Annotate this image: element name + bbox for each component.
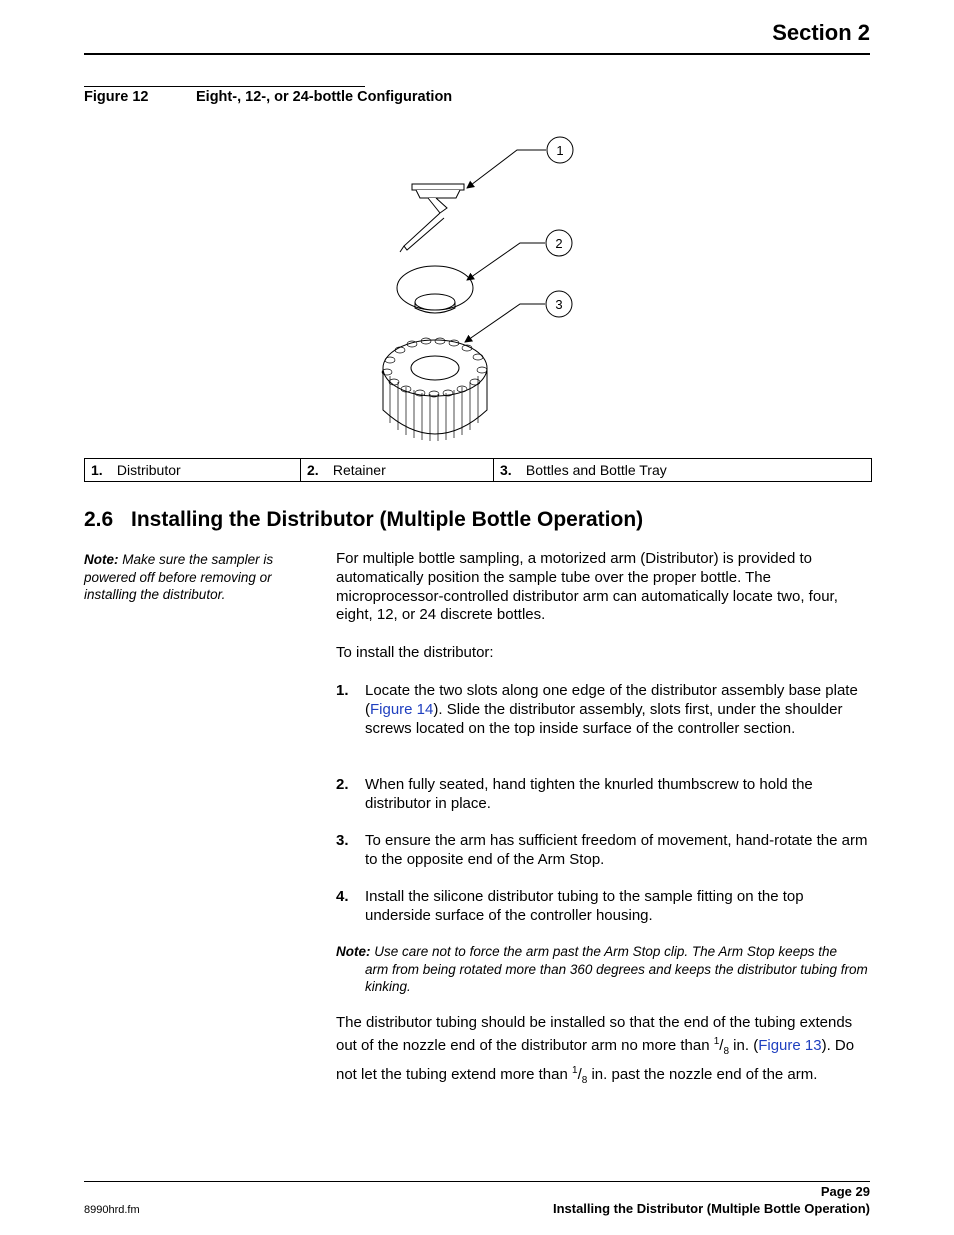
figure-legend bbox=[84, 458, 872, 482]
footer-filename: 8990hrd.fm bbox=[84, 1204, 140, 1216]
callout-leader-3 bbox=[465, 304, 545, 342]
legend-item: 3. Bottles and Bottle Tray bbox=[494, 459, 872, 482]
distributor-part bbox=[400, 184, 464, 252]
step-4: 4. Install the silicone distributor tubing to the sample fitting on the top underside surface of the controller housing. bbox=[336, 888, 804, 924]
lead-paragraph: To install the distributor: bbox=[336, 643, 494, 661]
callout-2: 2 bbox=[555, 236, 563, 251]
section-title: Section 2 bbox=[772, 20, 870, 45]
step-1: 1. Locate the two slots along one edge of the distributor assembly base plate (Figure 14). Slide the distributor assembly, slots first, under the shoulder screws located on the top inside surface of the controller section. bbox=[336, 682, 858, 737]
header-rule bbox=[84, 53, 870, 55]
callout-1: 1 bbox=[556, 143, 564, 158]
closing-paragraph: The distributor tubing should be installed so that the end of the tubing extends out of the nozzle end of the distributor arm no more than $^1/_8$ in. (Figure 13). Do not let the tubing extend more than $^1/_8$ in. past the nozzle end of the arm. bbox=[336, 1014, 855, 1086]
body-text bbox=[336, 550, 870, 663]
distributor-assembly-illustration bbox=[360, 128, 590, 448]
footer-title: Installing the Distributor (Multiple Bottle Operation) bbox=[552, 1201, 870, 1216]
callout-3: 3 bbox=[555, 297, 563, 312]
section-number: 2.6 bbox=[84, 508, 114, 531]
section-heading-title: Installing the Distributor (Multiple Bottle Operation) bbox=[131, 508, 644, 531]
intro-paragraph: For multiple bottle sampling, a motorized arm (Distributor) is provided to automatically position the sample tube over the proper bottle. The microprocessor-controlled distributor arm can automatically locate two, four, eight, 12, or 24 discrete bottles. bbox=[336, 550, 838, 624]
page-number: Page 29 bbox=[820, 1184, 870, 1199]
legend-item: 1. Distributor bbox=[85, 459, 301, 482]
legend-item: 2. Retainer bbox=[300, 459, 493, 482]
retainer-part bbox=[397, 266, 473, 313]
figure-number: Figure 12 bbox=[84, 89, 149, 105]
bottle-tray-part bbox=[382, 338, 487, 441]
callout-leader-2 bbox=[467, 243, 545, 280]
arm-stop-note: Note: Use care not to force the arm past the Arm Stop clip. The Arm Stop keeps the arm from being rotated more than 360 degrees and keeps the distributor tubing from kinking. bbox=[336, 944, 868, 994]
step-3: 3. To ensure the arm has sufficient freedom of movement, hand-rotate the arm to the opposite end of the Arm Stop. bbox=[336, 832, 868, 868]
figure-rule bbox=[84, 86, 365, 87]
callout-leader-1 bbox=[467, 150, 546, 188]
figure-title: Eight-, 12-, or 24-bottle Configuration bbox=[196, 89, 453, 105]
step-2: 2. When fully seated, hand tighten the knurled thumbscrew to hold the distributor in place. bbox=[336, 776, 813, 812]
side-note: Note: Make sure the sampler is powered off before removing or installing the distributor. bbox=[84, 552, 274, 602]
figure-13-link[interactable]: Figure 13 bbox=[758, 1036, 822, 1054]
figure-14-link[interactable]: Figure 14 bbox=[370, 700, 434, 718]
footer-rule bbox=[84, 1181, 870, 1182]
section-heading bbox=[84, 508, 643, 532]
